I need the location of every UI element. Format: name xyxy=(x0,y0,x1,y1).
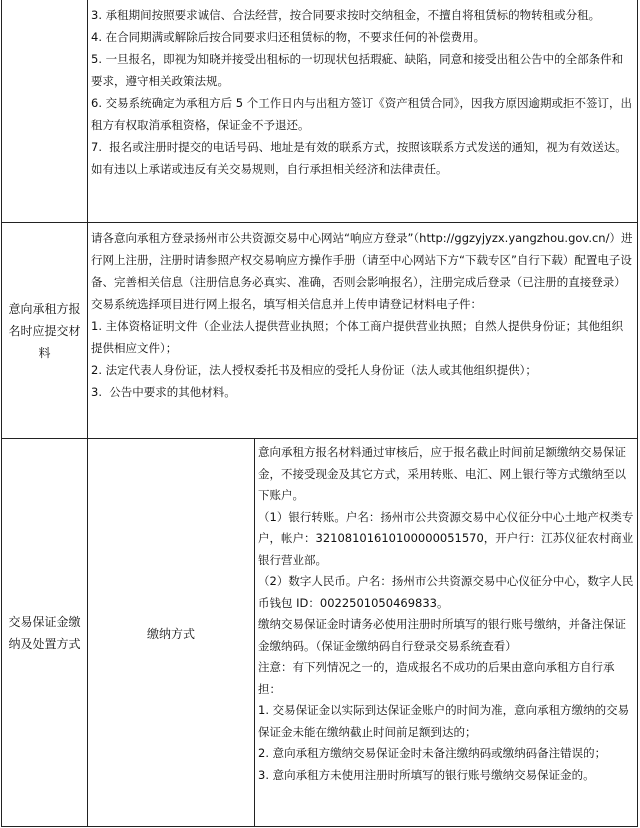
deposit-intro: 意向承租方报名材料通过审核后，应于报名截止时间前足额缴纳交易保证金，不接受现金及其它方式，采用转账、电汇、网上银行等方式缴纳至以下账户。 xyxy=(258,445,626,502)
payment-method-cell xyxy=(88,439,255,827)
commitment-label-cell xyxy=(2,0,88,222)
deposit-label: 交易保证金缴纳及处置方式 xyxy=(8,615,81,651)
failure-case-2: 2. 意向承租方缴纳交易保证金时未备注缴纳码或缴纳码备注错误的； xyxy=(258,746,607,760)
payment-method-content xyxy=(255,439,637,827)
application-materials-label: 意向承租方报名时应提交材料 xyxy=(8,301,81,360)
digital-rmb-info: （2）数字人民币。户名：扬州市公共资源交易中心仪征分中心，数字人民币钱包 ID：0022501050469833。 xyxy=(258,574,634,610)
commitment-item-7: 7. 报名或注册时提交的电话号码、地址是有效的联系方式，按照该联系方式发送的通知，视为有效送达。 xyxy=(91,140,627,154)
application-materials-section xyxy=(2,222,637,438)
commitment-item-3: 3. 承租期间按照要求诚信、合法经营，按合同要求按时交纳租金，不擅自将租赁标的物转租或分租。 xyxy=(91,8,601,22)
application-materials-label-cell xyxy=(2,223,88,438)
commitment-content xyxy=(88,0,637,222)
commitment-item-6: 6. 交易系统确定为承租方后 5 个工作日内与出租方签订《资产租赁合同》，因我方原因逾期或拒不签订，出租方有权取消承租资格，保证金不予退还。 xyxy=(91,96,632,132)
commitment-liability: 如有违以上承诺或违反有关交易规则，自行承担相关经济和法律责任。 xyxy=(91,162,448,176)
failure-notice: 注意：有下列情况之一的，造成报名不成功的后果由意向承租方自行承担： xyxy=(258,660,615,696)
bank-transfer-info: （1）银行转账。户名：扬州市公共资源交易中心仪征分中心土地产权类专户，帐户：32108101610100000051570，开户行：江苏仪征农村商业银行营业部。 xyxy=(258,509,634,567)
failure-case-3: 3. 意向承租方未使用注册时所填写的银行账号缴纳交易保证金的。 xyxy=(258,767,595,782)
registration-instructions: 请各意向承租方登录扬州市公共资源交易中心网站“响应方登录”（http://ggzyjyzx.yangzhou.gov.cn/）进行网上注册，注册时请参照产权交易响应方操作手册（请至中心网站下方“下载专区”自行下载）配置电子设备、完善相关信息（注册信息务必真实、准确，否则会影响报名），注册完成后登录（已注册的直接登录）交易系统选择项目进行网上报名，填写相关信息并上传申请登记材料电子件： xyxy=(91,231,633,311)
material-item-1: 1. 主体资格证明文件（企业法人提供营业执照；个体工商户提供营业执照；自然人提供身份证；其他组织提供相应文件）； xyxy=(91,319,624,355)
material-item-2: 2. 法定代表人身份证，法人授权委托书及相应的受托人身份证（法人或其他组织提供）； xyxy=(91,363,537,377)
deposit-section xyxy=(2,438,637,827)
commitment-item-4: 4. 在合同期满或解除后按合同要求归还租赁标的物，不要求任何的补偿费用。 xyxy=(91,30,486,44)
application-materials-content xyxy=(88,223,637,438)
commitment-item-5: 5. 一旦报名，即视为知晓并接受出租标的一切现状包括瑕疵、缺陷，同意和接受出租公告中的全部条件和要求，遵守相关政策法规。 xyxy=(91,52,624,88)
material-item-3: 3. 公告中要求的其他材料。 xyxy=(91,385,236,399)
failure-case-1: 1. 交易保证金以实际到达保证金账户的时间为准，意向承租方缴纳的交易保证金未能在缴纳截止时间前足额到达的； xyxy=(258,703,630,739)
commitment-section xyxy=(2,0,637,222)
payment-code-note: 缴纳交易保证金时请务必使用注册时所填写的银行账号缴纳，并备注保证金缴纳码。（保证金缴纳码自行登录交易系统查看） xyxy=(258,617,626,653)
document-table xyxy=(1,0,638,827)
payment-method-label: 缴纳方式 xyxy=(146,626,195,641)
deposit-label-cell xyxy=(2,439,88,827)
